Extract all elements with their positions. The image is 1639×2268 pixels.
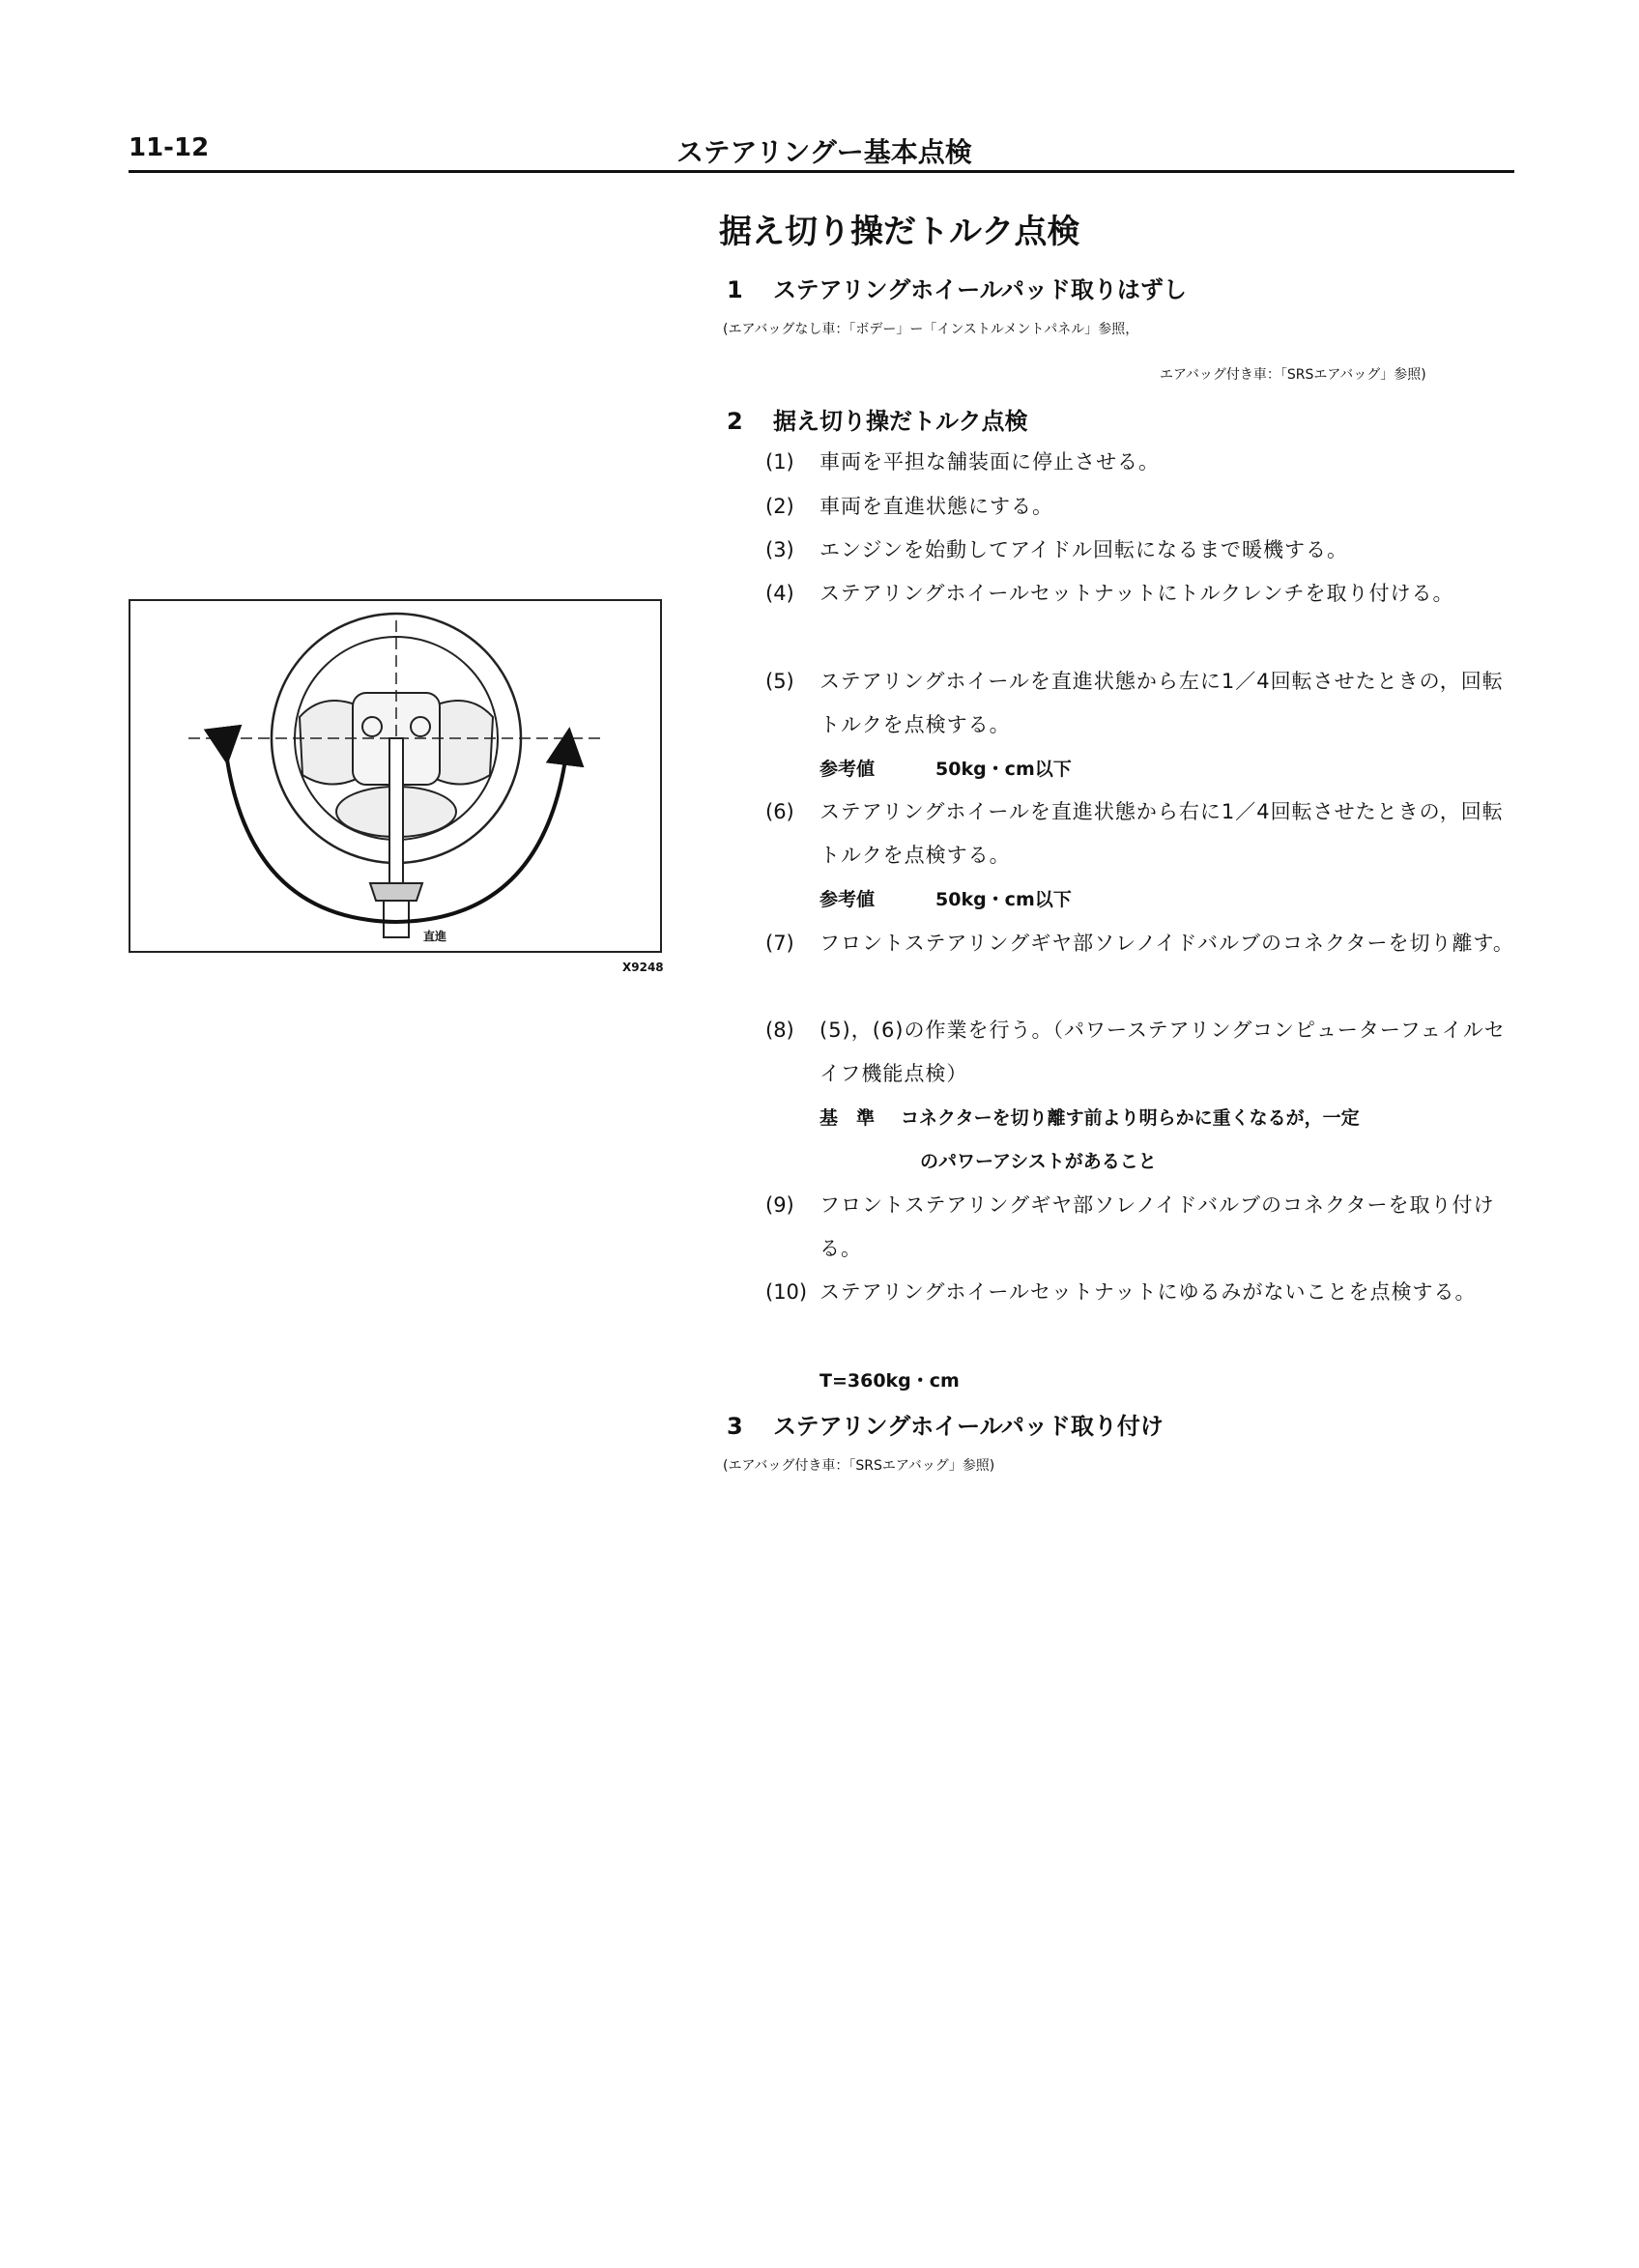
item-text: 車両を平担な舗装面に停止させる。 (820, 450, 1160, 474)
list-item (765, 441, 1519, 484)
item-text: ステアリングホイールを直進状態から左に1／4回転させたときの，回転トルクを点検する。 (820, 670, 1504, 736)
item-marker: (4) (765, 582, 794, 605)
torque-wrench-socket (384, 901, 409, 937)
item-marker: (3) (765, 538, 794, 561)
item-marker: (7) (765, 932, 794, 955)
item-text: フロントステアリングギヤ部ソレノイドバルブのコネクターを切り離す。 (820, 932, 1514, 955)
list-item (765, 790, 1519, 877)
item-text: ステアリングホイールセットナットにゆるみがないことを点検する。 (820, 1280, 1477, 1304)
step-number: 1 (727, 276, 743, 303)
item-marker: (2) (765, 495, 794, 518)
item-marker: (8) (765, 1019, 794, 1042)
reference-value (820, 755, 1072, 781)
page-number: 11-12 (129, 133, 210, 162)
item-marker: (9) (765, 1193, 794, 1217)
step-1-heading (727, 271, 1187, 304)
item-text: ステアリングホイールを直進状態から右に1／4回転させたときの，回転トルクを点検する。 (820, 800, 1504, 867)
standard-label: 基 準 (820, 1107, 876, 1129)
step-number: 2 (727, 408, 743, 435)
step-3-reference: (エアバッグ付き車：「SRSエアバッグ」参照) (723, 1458, 995, 1474)
figure-straight-ahead-label: 直進 (423, 930, 447, 943)
list-item (765, 1271, 1519, 1314)
item-marker: (5) (765, 670, 794, 693)
standard-text-continued: のパワーアシストがあること (920, 1151, 1157, 1172)
reference-value (820, 885, 1072, 911)
step-2-heading (727, 402, 1028, 436)
section-title: 据え切り操だトルク点検 (719, 213, 1080, 251)
item-text: ステアリングホイールセットナットにトルクレンチを取り付ける。 (820, 582, 1454, 605)
step-title: ステアリングホイールパッド取り付け (773, 1413, 1164, 1440)
step-1-reference: エアバッグ付き車：「SRSエアバッグ」参照) (1160, 367, 1426, 383)
reference-value-label: 参考値 (820, 889, 876, 910)
item-text: フロントステアリングギヤ部ソレノイドバルブのコネクターを取り付ける。 (820, 1193, 1495, 1260)
item-text: 車両を直進状態にする。 (820, 495, 1053, 518)
torque-wrench-head (370, 883, 422, 901)
steering-wheel-diagram (130, 601, 660, 951)
standard-criterion (820, 1104, 1360, 1130)
reference-value-text: 50kg・cm以下 (935, 889, 1072, 910)
list-item (765, 1009, 1519, 1096)
steering-wheel-figure (129, 599, 662, 953)
torque-spec: T=360kg・cm (820, 1370, 960, 1392)
item-marker: (1) (765, 450, 794, 474)
list-item (765, 529, 1519, 572)
standard-text: コネクターを切り離す前より明らかに重くなるが，一定 (901, 1107, 1360, 1129)
item-text: エンジンを始動してアイドル回転になるまで暖機する。 (820, 538, 1349, 561)
torque-wrench-shaft (389, 738, 403, 883)
header-rule (129, 170, 1514, 173)
list-item (765, 660, 1519, 747)
item-marker: (6) (765, 800, 794, 823)
list-item (765, 485, 1519, 529)
list-item (765, 1184, 1519, 1271)
step-title: 据え切り操だトルク点検 (773, 408, 1028, 435)
figure-id: X9248 (622, 961, 664, 974)
step-1-reference: (エアバッグなし車：「ボデー」ー「インストルメントパネル」参照， (723, 322, 1139, 337)
item-text: (5)，(6)の作業を行う。（パワーステアリングコンピューターフェイルセイフ機能点検） (820, 1019, 1506, 1085)
running-title: ステアリングー基本点検 (676, 136, 972, 168)
reference-value-label: 参考値 (820, 759, 876, 780)
reference-value-text: 50kg・cm以下 (935, 759, 1072, 780)
list-item (765, 572, 1519, 616)
item-marker: (10) (765, 1280, 808, 1304)
step-title: ステアリングホイールパッド取りはずし (773, 276, 1187, 303)
step-number: 3 (727, 1413, 743, 1440)
step-3-heading (727, 1407, 1164, 1441)
list-item (765, 922, 1519, 965)
